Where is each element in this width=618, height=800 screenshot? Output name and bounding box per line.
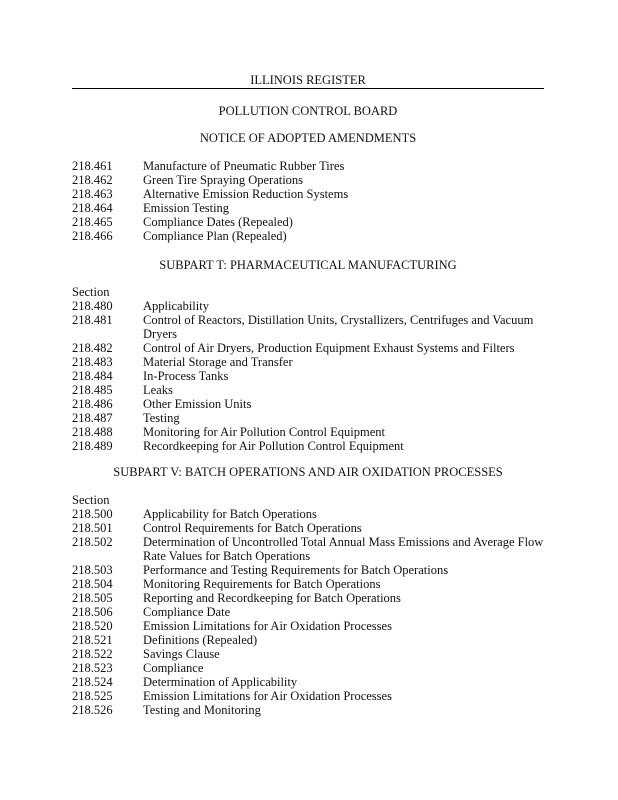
subpart-t-heading: SUBPART T: PHARMACEUTICAL MANUFACTURING bbox=[159, 258, 457, 272]
section-title: Monitoring Requirements for Batch Operations bbox=[143, 577, 381, 591]
section-row bbox=[72, 355, 544, 369]
section-title: Testing and Monitoring bbox=[143, 703, 261, 717]
section-number: 218.480 bbox=[72, 299, 113, 313]
section-row bbox=[72, 397, 544, 411]
section-title: Compliance Date bbox=[143, 605, 231, 619]
section-column-heading: Section bbox=[72, 285, 110, 299]
section-title: Control of Reactors, Distillation Units, Crystallizers, Centrifuges and Vacuum Dryers bbox=[143, 313, 534, 341]
section-row bbox=[72, 577, 544, 591]
section-title: Manufacture of Pneumatic Rubber Tires bbox=[143, 159, 345, 173]
section-row bbox=[72, 369, 544, 383]
section-title: Emission Limitations for Air Oxidation Processes bbox=[143, 689, 392, 703]
section-list-subpart-t bbox=[72, 285, 544, 453]
section-number: 218.466 bbox=[72, 229, 113, 243]
section-row bbox=[72, 411, 544, 425]
section-row bbox=[72, 647, 544, 661]
section-number: 218.484 bbox=[72, 369, 113, 383]
section-row bbox=[72, 425, 544, 439]
section-title: Compliance Plan (Repealed) bbox=[143, 229, 287, 243]
section-row bbox=[72, 313, 544, 341]
section-row bbox=[72, 507, 544, 521]
section-title: Compliance bbox=[143, 661, 204, 675]
section-title: Applicability for Batch Operations bbox=[143, 507, 317, 521]
section-title: Applicability bbox=[143, 299, 209, 313]
section-row bbox=[72, 159, 544, 173]
section-row bbox=[72, 215, 544, 229]
section-title: Emission Testing bbox=[143, 201, 230, 215]
section-number: 218.525 bbox=[72, 689, 113, 703]
section-title: Testing bbox=[143, 411, 180, 425]
section-number: 218.503 bbox=[72, 563, 113, 577]
section-title: Performance and Testing Requirements for Batch Operations bbox=[143, 563, 449, 577]
section-number: 218.502 bbox=[72, 535, 113, 549]
section-title: Reporting and Recordkeeping for Batch Operations bbox=[143, 591, 401, 605]
section-number: 218.462 bbox=[72, 173, 113, 187]
section-number: 218.488 bbox=[72, 425, 113, 439]
section-number: 218.505 bbox=[72, 591, 113, 605]
section-list-subpart-s bbox=[72, 159, 544, 243]
section-number: 218.487 bbox=[72, 411, 113, 425]
section-number: 218.489 bbox=[72, 439, 113, 453]
section-title: Determination of Uncontrolled Total Annual Mass Emissions and Average Flow Rate Values for Batch Operations bbox=[143, 535, 544, 563]
section-row bbox=[72, 383, 544, 397]
subpart-v-heading: SUBPART V: BATCH OPERATIONS AND AIR OXIDATION PROCESSES bbox=[113, 465, 503, 479]
section-number: 218.464 bbox=[72, 201, 113, 215]
section-row bbox=[72, 535, 544, 563]
section-number: 218.485 bbox=[72, 383, 113, 397]
section-number: 218.481 bbox=[72, 313, 113, 327]
section-row bbox=[72, 689, 544, 703]
section-number: 218.486 bbox=[72, 397, 113, 411]
section-row bbox=[72, 703, 544, 717]
section-row bbox=[72, 675, 544, 689]
section-title: Alternative Emission Reduction Systems bbox=[143, 187, 349, 201]
section-number: 218.501 bbox=[72, 521, 113, 535]
section-title: Green Tire Spraying Operations bbox=[143, 173, 304, 187]
section-title: Recordkeeping for Air Pollution Control Equipment bbox=[143, 439, 404, 453]
section-row bbox=[72, 591, 544, 605]
section-row bbox=[72, 605, 544, 619]
section-number: 218.500 bbox=[72, 507, 113, 521]
section-title: Emission Limitations for Air Oxidation Processes bbox=[143, 619, 392, 633]
section-title: Control Requirements for Batch Operations bbox=[143, 521, 362, 535]
section-number: 218.522 bbox=[72, 647, 113, 661]
section-row bbox=[72, 633, 544, 647]
section-title: Other Emission Units bbox=[143, 397, 252, 411]
section-row bbox=[72, 341, 544, 355]
register-title: ILLINOIS REGISTER bbox=[250, 73, 366, 87]
section-number: 218.461 bbox=[72, 159, 113, 173]
section-number: 218.504 bbox=[72, 577, 113, 591]
section-row bbox=[72, 299, 544, 313]
section-title: Leaks bbox=[143, 383, 173, 397]
section-list-subpart-v bbox=[72, 493, 544, 717]
notice-title: NOTICE OF ADOPTED AMENDMENTS bbox=[199, 131, 417, 145]
agency-name: POLLUTION CONTROL BOARD bbox=[218, 104, 398, 118]
section-number: 218.482 bbox=[72, 341, 113, 355]
section-title: Control of Air Dryers, Production Equipment Exhaust Systems and Filters bbox=[143, 341, 515, 355]
section-number: 218.521 bbox=[72, 633, 113, 647]
section-row bbox=[72, 173, 544, 187]
header-rule bbox=[72, 88, 544, 89]
section-title: Monitoring for Air Pollution Control Equipment bbox=[143, 425, 386, 439]
section-row bbox=[72, 201, 544, 215]
section-title: Savings Clause bbox=[143, 647, 220, 661]
section-row bbox=[72, 619, 544, 633]
section-row bbox=[72, 229, 544, 243]
section-number: 218.520 bbox=[72, 619, 113, 633]
section-row bbox=[72, 521, 544, 535]
section-number: 218.483 bbox=[72, 355, 113, 369]
section-number: 218.506 bbox=[72, 605, 113, 619]
section-number: 218.523 bbox=[72, 661, 113, 675]
section-row bbox=[72, 563, 544, 577]
section-row bbox=[72, 187, 544, 201]
section-title: Compliance Dates (Repealed) bbox=[143, 215, 293, 229]
section-title: In-Process Tanks bbox=[143, 369, 229, 383]
section-title: Definitions (Repealed) bbox=[143, 633, 258, 647]
section-title: Material Storage and Transfer bbox=[143, 355, 293, 369]
section-column-heading: Section bbox=[72, 493, 110, 507]
section-number: 218.465 bbox=[72, 215, 113, 229]
section-row bbox=[72, 661, 544, 675]
section-title: Determination of Applicability bbox=[143, 675, 298, 689]
section-row bbox=[72, 439, 544, 453]
section-number: 218.463 bbox=[72, 187, 113, 201]
section-number: 218.524 bbox=[72, 675, 113, 689]
section-number: 218.526 bbox=[72, 703, 113, 717]
